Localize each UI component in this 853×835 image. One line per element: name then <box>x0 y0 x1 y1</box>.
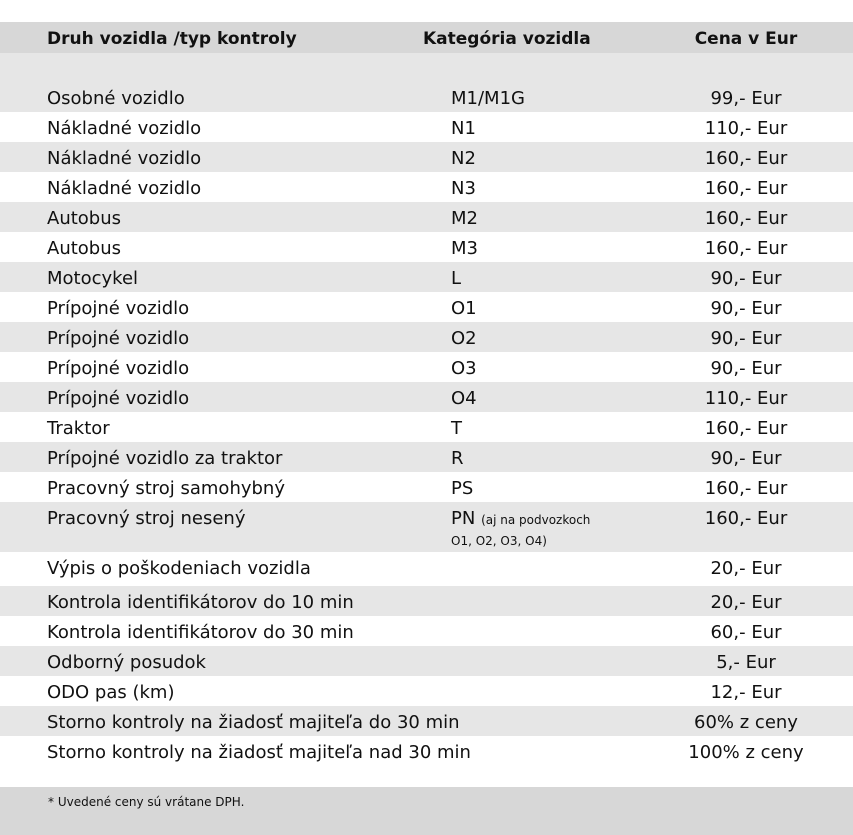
row-vehicle-type: Prípojné vozidlo <box>47 328 190 349</box>
row-price: 99,- Eur <box>710 88 782 109</box>
row-vehicle-type: ODO pas (km) <box>47 682 175 703</box>
footer-note: * Uvedené ceny sú vrátane DPH. <box>48 795 245 809</box>
row-price: 12,- Eur <box>710 682 782 703</box>
row-vehicle-type: Odborný posudok <box>47 652 206 673</box>
row-vehicle-type: Kontrola identifikátorov do 30 min <box>47 622 354 643</box>
row-vehicle-type: Prípojné vozidlo <box>47 358 190 379</box>
row-vehicle-type: Storno kontroly na žiadosť majiteľa nad 30 min <box>47 742 471 763</box>
row-vehicle-type: Nákladné vozidlo <box>47 178 202 199</box>
table-row <box>0 502 853 552</box>
row-category: N3 <box>451 178 476 199</box>
row-vehicle-type: Storno kontroly na žiadosť majiteľa do 30 min <box>47 712 460 733</box>
row-vehicle-type: Výpis o poškodeniach vozidla <box>47 558 311 579</box>
row-price: 90,- Eur <box>710 328 782 349</box>
row-price: 160,- Eur <box>704 208 788 229</box>
table-row <box>0 472 853 502</box>
table-row <box>0 646 853 676</box>
row-category: M1/M1G <box>451 88 525 109</box>
row-category: L <box>451 268 462 289</box>
table-row <box>0 112 853 142</box>
table-row <box>0 352 853 382</box>
table-row <box>0 262 853 292</box>
row-category-note-continued: O1, O2, O3, O4) <box>451 534 547 548</box>
row-price: 90,- Eur <box>710 448 782 469</box>
row-vehicle-type: Nákladné vozidlo <box>47 118 202 139</box>
table-row <box>0 322 853 352</box>
row-category <box>451 509 590 530</box>
row-price: 5,- Eur <box>716 652 776 673</box>
row-category: M3 <box>451 238 478 259</box>
row-vehicle-type: Pracovný stroj nesený <box>47 508 246 529</box>
table-row <box>0 382 853 412</box>
row-vehicle-type: Prípojné vozidlo <box>47 298 190 319</box>
row-category: N2 <box>451 148 476 169</box>
row-price: 160,- Eur <box>704 178 788 199</box>
row-vehicle-type: Pracovný stroj samohybný <box>47 478 285 499</box>
row-vehicle-type: Autobus <box>47 208 122 229</box>
row-category: N1 <box>451 118 476 139</box>
row-category: T <box>451 418 462 439</box>
table-row <box>0 736 853 766</box>
table-row <box>0 232 853 262</box>
row-vehicle-type: Prípojné vozidlo za traktor <box>47 448 283 469</box>
row-category: O1 <box>451 298 477 319</box>
row-vehicle-type: Prípojné vozidlo <box>47 388 190 409</box>
table-row <box>0 586 853 616</box>
table-row <box>0 412 853 442</box>
row-price: 90,- Eur <box>710 358 782 379</box>
row-price: 110,- Eur <box>704 388 788 409</box>
table-row <box>0 292 853 322</box>
row-price: 160,- Eur <box>704 508 788 529</box>
row-category: R <box>451 448 464 469</box>
row-category-code: PN <box>451 508 476 529</box>
row-price: 20,- Eur <box>710 558 782 579</box>
table-row <box>0 552 853 586</box>
table-spacer-row <box>0 53 853 82</box>
row-price: 160,- Eur <box>704 238 788 259</box>
table-row <box>0 676 853 706</box>
header-vehicle-category: Kategória vozidla <box>423 29 591 49</box>
row-price: 60,- Eur <box>710 622 782 643</box>
footer-note-bar <box>0 787 853 835</box>
row-category: M2 <box>451 208 478 229</box>
row-price: 90,- Eur <box>710 268 782 289</box>
table-header <box>0 22 853 53</box>
row-price: 160,- Eur <box>704 478 788 499</box>
table-row <box>0 142 853 172</box>
row-price: 160,- Eur <box>704 148 788 169</box>
row-price: 110,- Eur <box>704 118 788 139</box>
row-price: 20,- Eur <box>710 592 782 613</box>
row-category: O4 <box>451 388 477 409</box>
row-price: 90,- Eur <box>710 298 782 319</box>
table-row <box>0 202 853 232</box>
row-vehicle-type: Nákladné vozidlo <box>47 148 202 169</box>
row-price: 60% z ceny <box>694 712 798 733</box>
table-row <box>0 706 853 736</box>
header-price: Cena v Eur <box>694 29 798 49</box>
row-category: O2 <box>451 328 477 349</box>
table-row <box>0 442 853 472</box>
table-row <box>0 616 853 646</box>
row-vehicle-type: Kontrola identifikátorov do 10 min <box>47 592 354 613</box>
header-vehicle-type: Druh vozidla /typ kontroly <box>47 29 297 49</box>
row-vehicle-type: Traktor <box>47 418 110 439</box>
row-category: O3 <box>451 358 477 379</box>
table-row <box>0 82 853 112</box>
row-vehicle-type: Autobus <box>47 238 122 259</box>
row-price: 100% z ceny <box>688 742 804 763</box>
row-category: PS <box>451 478 474 499</box>
row-vehicle-type: Motocykel <box>47 268 139 289</box>
row-price: 160,- Eur <box>704 418 788 439</box>
table-row <box>0 172 853 202</box>
row-category-note: (aj na podvozkoch <box>481 513 591 527</box>
row-vehicle-type: Osobné vozidlo <box>47 88 185 109</box>
